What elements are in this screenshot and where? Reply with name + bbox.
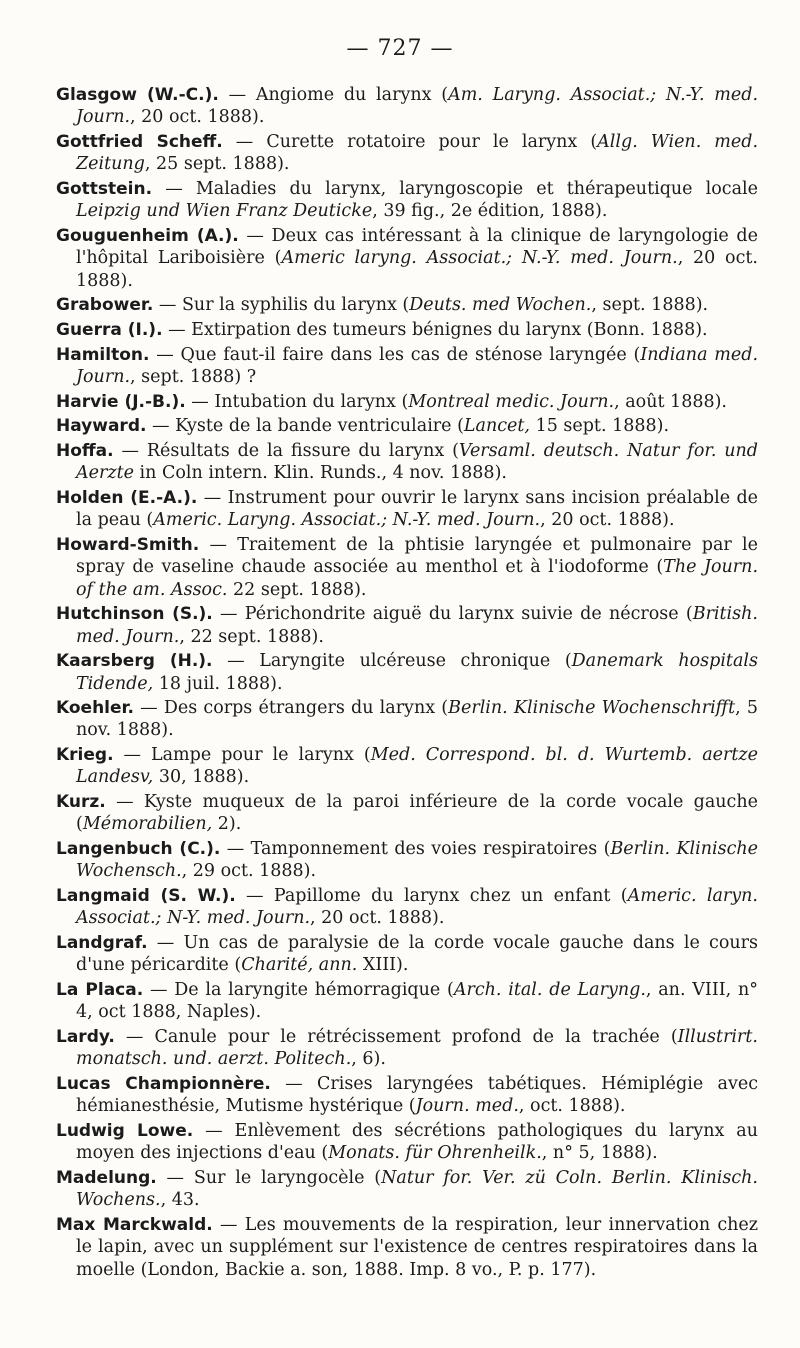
entry-title: — Maladies du larynx, laryngoscopie et thérapeutique locale (152, 178, 758, 199)
entry-author: Madelung. (56, 1168, 157, 1189)
entry-source: Med. Correspond. bl. d. Wurtemb. aertze Landesv, (76, 745, 758, 788)
entry-source: Lancet, (463, 416, 530, 437)
entry-title: — Des corps étrangers du larynx ( (133, 698, 449, 719)
bibliography-entry (56, 697, 758, 742)
entry-author: Landgraf. (56, 933, 148, 954)
entry-author: Langmaid (S. W.). (56, 886, 236, 907)
bibliography-entry (56, 487, 758, 532)
entry-source: Danemark hospitals Tidende, (76, 651, 758, 694)
entry-details: 15 sept. 1888). (530, 416, 670, 437)
entry-author: Guerra (I.). (56, 319, 163, 340)
entry-details: , 20 oct. 1888). (76, 248, 758, 291)
entry-title: — Angiome du larynx ( (218, 85, 449, 105)
bibliography-entry (56, 650, 758, 695)
bibliography-entry (56, 791, 758, 836)
bibliography-entry (56, 178, 758, 223)
entry-source: Berlin. Klinische Wochensch. (76, 839, 758, 882)
entry-author: Howard-Smith. (56, 534, 200, 555)
bibliography-entry (56, 932, 758, 977)
entry-title: — Instrument pour ouvrir le larynx sans incision préalable de la peau ( (76, 487, 759, 531)
entry-title: — Extirpation des tumeurs bénignes du larynx (Bonn. 1888). (162, 319, 708, 340)
bibliography-entry (56, 1120, 758, 1165)
entry-source: Deuts. med Wochen. (409, 295, 592, 316)
entry-title: — Résultats de la fissure du larynx ( (113, 440, 459, 461)
entry-author: Hutchinson (S.). (56, 604, 213, 625)
entry-details: , 5 nov. 1888). (76, 698, 759, 741)
bibliography-entry (56, 225, 758, 292)
entry-author: Kaarsberg (H.). (56, 651, 213, 672)
entry-title: — Lampe pour le larynx ( (113, 745, 371, 766)
entry-source: Montreal medic. Journ. (408, 391, 615, 412)
entry-details: , an. VIII, n° 4, oct 1888, Naples). (76, 980, 758, 1023)
entry-author: Max Marckwald. (56, 1215, 213, 1236)
bibliography-entry (56, 84, 758, 129)
entry-details: , 20 oct. 1888). (310, 908, 445, 929)
entry-title: — Crises laryngées tabétiques. Hémiplégie avec hémianesthésie, Mutisme hystérique ( (76, 1074, 758, 1117)
page-number: — 727 — (346, 36, 454, 61)
entry-author: Gouguenheim (A.). (56, 225, 239, 246)
entry-source: Illustrirt. monatsch. und. aerzt. Politech. (76, 1027, 758, 1070)
entry-details: , sept. 1888) ? (130, 366, 257, 387)
entry-author: Lardy. (56, 1027, 115, 1048)
entry-title: — Traitement de la phtisie laryngée et pulmonaire par le spray de vaseline chaude associée au menthol et à l'iodoforme ( (76, 534, 758, 578)
bibliography-entry (56, 415, 758, 437)
entry-author: Gottfried Scheff. (56, 131, 223, 152)
entry-title: — Kyste muqueux de la paroi inférieure de la corde vocale gauche ( (76, 792, 758, 835)
entry-source: Journ. med. (415, 1096, 519, 1117)
entry-title: — Deux cas intéressant à la clinique de laryngologie de l'hôpital Lariboisière ( (76, 225, 758, 269)
entry-author: Ludwig Lowe. (56, 1121, 194, 1142)
entry-details: , 20 oct. 1888). (540, 510, 675, 531)
entry-author: Gottstein. (56, 178, 153, 199)
entry-source: Monats. für Ohrenheilk. (328, 1143, 542, 1164)
entry-title: — Laryngite ulcéreuse chronique ( (212, 651, 572, 672)
entry-source: Leipzig und Wien Franz Deuticke (76, 201, 373, 222)
bibliography-entry (56, 744, 758, 789)
entry-details: , 39 fig., 2e édition, 1888). (372, 201, 608, 222)
bibliography-entry (56, 319, 758, 341)
entry-details: 30, 1888). (153, 767, 250, 788)
entry-title: — Intubation du larynx ( (185, 391, 409, 412)
entry-author: Lucas Championnère. (56, 1074, 271, 1095)
entry-author: Glasgow (W.-C.). (56, 85, 219, 105)
entry-title: — Les mouvements de la respiration, leur innervation chez le lapin, avec un supplément sur l'existence de centres respiratoires dans la moelle (London, Backie a. son, 1888. Imp. 8 vo., P. p. 177). (76, 1215, 758, 1280)
entry-author: Grabower. (56, 295, 154, 316)
entry-source: Indiana med. Journ. (76, 344, 759, 387)
entry-author: Langenbuch (C.). (56, 839, 221, 860)
bibliography-entry (56, 344, 758, 389)
entry-details: , août 1888). (614, 391, 727, 412)
entry-author: Krieg. (56, 745, 114, 766)
entry-author: Holden (E.-A.). (56, 487, 198, 508)
entry-source: Americ. laryn. Associat.; N-Y. med. Journ. (76, 886, 758, 929)
entry-details: 2). (212, 814, 242, 835)
entry-source: Charité, ann. (241, 955, 358, 976)
entry-details: XIII). (357, 955, 409, 976)
entry-author: Hamilton. (56, 344, 150, 365)
entry-author: Hayward. (56, 416, 147, 437)
entry-details: , sept. 1888). (591, 295, 709, 316)
entry-details: , 20 oct. 1888). (130, 107, 265, 128)
entry-title: — Un cas de paralysie de la corde vocale gauche dans le cours d'une péricardite ( (76, 933, 758, 976)
entry-details: 18 juil. 1888). (153, 673, 283, 694)
bibliography-entry (56, 440, 758, 485)
entry-source: Am. Laryng. Associat.; N.-Y. med. Journ. (76, 85, 759, 128)
entry-author: Kurz. (56, 792, 106, 813)
entry-source: The Journ. of the am. Assoc. (76, 557, 759, 600)
bibliography-entry (56, 1073, 758, 1118)
bibliography-entry (56, 838, 758, 883)
entry-details: , 43. (160, 1190, 200, 1211)
entry-details: , 25 sept. 1888). (144, 154, 290, 175)
entry-title: — Papillome du larynx chez un enfant ( (235, 886, 628, 907)
bibliography-entry (56, 534, 758, 601)
entry-source: Berlin. Klinische Wochenschrifft (448, 698, 736, 719)
entry-title: — Enlèvement des sécrétions pathologiques du larynx au moyen des injections d'eau ( (76, 1121, 758, 1164)
entry-details: , 29 oct. 1888). (181, 861, 317, 882)
bibliography-entry (56, 294, 758, 316)
bibliography-entry (56, 885, 758, 930)
entry-title: — Curette rotatoire pour le larynx ( (222, 131, 598, 152)
bibliography-entry (56, 391, 758, 413)
entry-source: Allg. Wien. med. Zeitung (76, 131, 759, 175)
entry-title: — Tamponnement des voies respiratoires ( (220, 839, 611, 860)
entry-title: — Sur la syphilis du larynx ( (153, 295, 410, 316)
entry-author: Harvie (J.-B.). (56, 391, 186, 412)
entry-details: , 6). (351, 1049, 386, 1070)
entry-source: Mémorabilien, (82, 814, 213, 835)
entry-title: — Que faut-il faire dans les cas de sténose laryngée ( (149, 344, 641, 365)
entry-title: — Kyste de la bande ventriculaire ( (146, 416, 464, 437)
entry-source: Natur for. Ver. zü Coln. Berlin. Klinisch. Wochens. (76, 1168, 758, 1211)
entry-details: , oct. 1888). (518, 1096, 626, 1117)
bibliography-entry (56, 1214, 758, 1281)
bibliography-entry (56, 1026, 758, 1071)
entry-author: La Placa. (56, 980, 144, 1001)
bibliography-entry (56, 131, 758, 176)
entry-author: Koehler. (56, 698, 134, 719)
bibliography-entry (56, 603, 758, 648)
entry-title: — Sur le laryngocèle ( (156, 1168, 382, 1189)
entry-title: — Canule pour le rétrécissement profond de la trachée ( (114, 1027, 678, 1048)
entry-source: Americ. Laryng. Associat.; N.-Y. med. Journ. (153, 510, 541, 531)
bibliography-entry (56, 1167, 758, 1212)
entry-details: , n° 5, 1888). (541, 1143, 658, 1164)
entry-details: , 22 sept. 1888). (179, 626, 324, 647)
entry-source: British. med. Journ. (76, 604, 758, 647)
entry-source: Versaml. deutsch. Natur for. und Aerzte (76, 440, 758, 484)
entry-details: in Coln intern. Klin. Runds., 4 nov. 1888). (133, 463, 507, 484)
entry-source: Arch. ital. de Laryng. (453, 980, 646, 1001)
bibliography-list (56, 84, 758, 1283)
entry-title: — Périchondrite aiguë du larynx suivie de nécrose ( (212, 604, 693, 625)
entry-source: Americ laryng. Associat.; N.-Y. med. Journ. (281, 248, 678, 269)
entry-details: 22 sept. 1888). (227, 579, 367, 600)
bibliography-entry (56, 979, 758, 1024)
entry-title: — De la laryngite hémorragique ( (143, 980, 454, 1001)
entry-author: Hoffa. (56, 440, 114, 461)
